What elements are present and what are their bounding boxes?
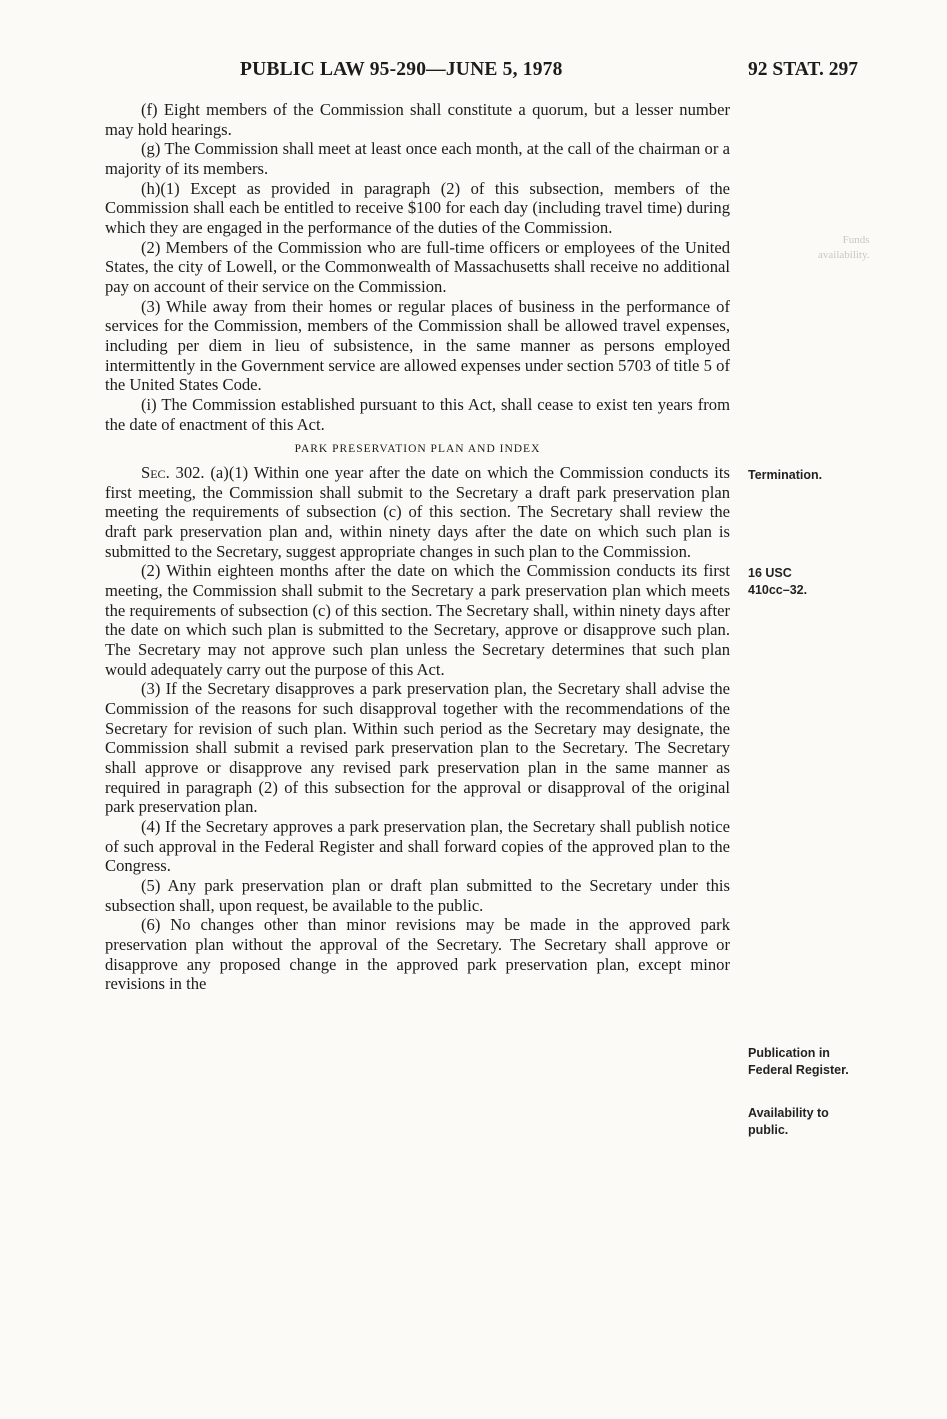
section-label: Sec. 302.: [141, 463, 205, 483]
paragraph-h2: (2) Members of the Commission who are full-time officers or employees of the United States, the city of Lowell, or the Commonwealth of Massachusetts shall receive no additional pay on account of their service on the Commission.: [105, 237, 730, 296]
paragraph-a6: (6) No changes other than minor revisions may be made in the approved park preservation plan without the approval of the Secretary. The Secretary shall approve or disapprove any proposed change in the approved park preservation plan, except minor revisions in the: [105, 915, 730, 994]
bleed-through-line-1: Funds: [842, 234, 870, 246]
margin-note-usc-citation: [748, 565, 807, 599]
paragraph-a3: (3) If the Secretary disapproves a park preservation plan, the Secretary shall advise the Commission of the reasons for such disapproval together with the recommendations of the Secretary for revision of such plan. Within such period as the Secretary may designate, the Commission shall submit a revised park preservation plan to the Secretary. The Secretary shall approve or disapprove any revised park preservation plan in the same manner as required in paragraph (2) of this subsection for the approval or disapproval of the original park preservation plan.: [105, 679, 730, 817]
body-text: [105, 100, 730, 994]
paragraph-f: (f) Eight members of the Commission shall constitute a quorum, but a lesser number may hold hearings.: [105, 100, 730, 139]
termination-label: Termination.: [748, 468, 823, 482]
usc-line-2: 410cc–32.: [748, 583, 808, 597]
paragraph-a1: [105, 463, 730, 561]
paragraph-i: (i) The Commission established pursuant to this Act, shall cease to exist ten years from the date of enactment of this Act.: [105, 394, 730, 434]
publication-line-1: Publication in: [748, 1046, 830, 1060]
page-header-title: PUBLIC LAW 95-290—JUNE 5, 1978: [240, 59, 563, 80]
margin-note-publication: [748, 1045, 849, 1079]
page-header-stat-ref: 92 STAT. 297: [748, 59, 858, 80]
paragraph-a2: (2) Within eighteen months after the date on which the Commission conducts its first meeting, the Commission shall submit to the Secretary a park preservation plan which meets the requirements of subsection (c) of this section. The Secretary shall, within ninety days after the date on which such plan is submitted to the Secretary, approve or disapprove such plan. The Secretary may not approve such plan unless the Secretary determines that such plan would adequately carry out the purpose of this Act.: [105, 561, 730, 679]
paragraph-a4: (4) If the Secretary approves a park preservation plan, the Secretary shall publish notice of such approval in the Federal Register and shall forward copies of the approved plan to the Congress.: [105, 816, 730, 876]
availability-line-2: public.: [748, 1123, 789, 1137]
bleed-through-line-2: availability.: [818, 249, 870, 261]
paragraph-h1: (h)(1) Except as provided in paragraph (2) of this subsection, members of the Commission shall each be entitled to receive $100 for each day (including travel time) during which they are engaged in the performance of the duties of the Commission.: [105, 178, 730, 237]
paragraph-a1-text: (a)(1) Within one year after the date on which the Commission conducts its first meeting, the Commission shall submit to the Secretary a draft park preservation plan meeting the requirements of subsection (c) of this section. The Secretary shall review the draft park preservation plan and, within ninety days after the date on which such plan is submitted to the Secretary, suggest appropriate changes in such plan to the Commission.: [105, 463, 730, 561]
section-heading: PARK PRESERVATION PLAN AND INDEX: [294, 443, 541, 456]
usc-line-1: 16 USC: [748, 566, 792, 580]
paragraph-g: (g) The Commission shall meet at least once each month, at the call of the chairman or a majority of its members.: [105, 139, 730, 178]
availability-line-1: Availability to: [748, 1106, 829, 1120]
margin-note-availability: [748, 1105, 829, 1139]
margin-note-termination: [748, 467, 822, 484]
publication-line-2: Federal Register.: [748, 1063, 849, 1077]
bleed-through-margin-note: [818, 233, 870, 263]
paragraph-a5: (5) Any park preservation plan or draft plan submitted to the Secretary under this subsection shall, upon request, be available to the public.: [105, 875, 730, 915]
paragraph-h3: (3) While away from their homes or regular places of business in the performance of services for the Commission, members of the Commission shall be allowed travel expenses, including per diem in lieu of subsistence, in the same manner as persons employed intermittently in the Government service are allowed expenses under section 5703 of title 5 of the United States Code.: [105, 296, 730, 395]
